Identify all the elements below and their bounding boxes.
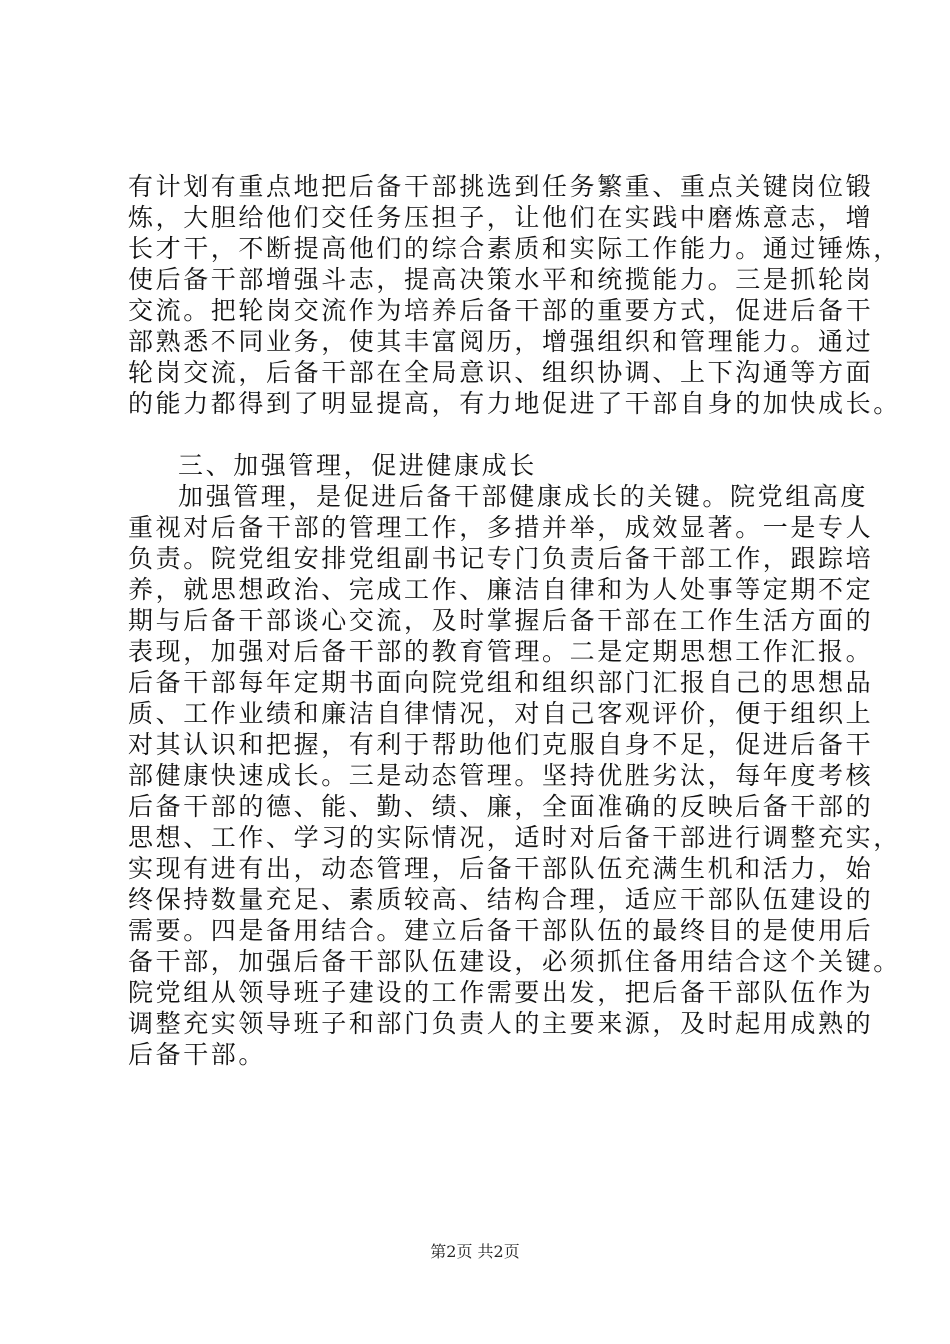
- text-line: 有计划有重点地把后备干部挑选到任务繁重、重点关键岗位锻: [128, 172, 874, 201]
- text-line: 炼，大胆给他们交任务压担子，让他们在实践中磨炼意志，增: [128, 203, 874, 232]
- text-line: 加强管理，是促进后备干部健康成长的关键。院党组高度: [178, 482, 869, 511]
- text-line: 表现，加强对后备干部的教育管理。二是定期思想工作汇报。: [128, 637, 874, 666]
- body-text: [128, 171, 901, 1070]
- text-line: 的能力都得到了明显提高，有力地促进了干部自身的加快成长。: [128, 389, 901, 418]
- text-line: 对其认识和把握，有利于帮助他们克服自身不足，促进后备干: [128, 730, 874, 759]
- text-line: 轮岗交流，后备干部在全局意识、组织协调、上下沟通等方面: [128, 358, 874, 387]
- text-line: 交流。把轮岗交流作为培养后备干部的重要方式，促进后备干: [128, 296, 874, 325]
- text-line: 后备干部。: [128, 1040, 267, 1069]
- text-line: 思想、工作、学习的实际情况，适时对后备干部进行调整充实，: [128, 823, 901, 852]
- paragraph-continuation: [128, 171, 901, 419]
- text-line: 质、工作业绩和廉洁自律情况，对自己客观评价，便于组织上: [128, 699, 874, 728]
- page-footer: 第2页 共2页: [430, 1242, 520, 1261]
- text-line: 需要。四是备用结合。建立后备干部队伍的最终目的是使用后: [128, 916, 874, 945]
- text-line: 院党组从领导班子建设的工作需要出发，把后备干部队伍作为: [128, 978, 874, 1007]
- text-line: 部熟悉不同业务，使其丰富阅历，增强组织和管理能力。通过: [128, 327, 874, 356]
- text-line: 备干部，加强后备干部队伍建设，必须抓住备用结合这个关键。: [128, 947, 901, 976]
- text-line: 使后备干部增强斗志，提高决策水平和统揽能力。三是抓轮岗: [128, 265, 874, 294]
- text-line: 后备干部的德、能、勤、绩、廉，全面准确的反映后备干部的: [128, 792, 874, 821]
- text-line: 部健康快速成长。三是动态管理。坚持优胜劣汰，每年度考核: [128, 761, 874, 790]
- section-heading: 三、加强管理，促进健康成长: [178, 451, 537, 480]
- paragraph-management: [128, 481, 901, 1070]
- text-line: 养，就思想政治、完成工作、廉洁自律和为人处事等定期不定: [128, 575, 874, 604]
- text-line: 后备干部每年定期书面向院党组和组织部门汇报自己的思想品: [128, 668, 874, 697]
- text-line: 负责。院党组安排党组副书记专门负责后备干部工作，跟踪培: [128, 544, 874, 573]
- text-line: 长才干，不断提高他们的综合素质和实际工作能力。通过锤炼，: [128, 234, 901, 263]
- text-line: 重视对后备干部的管理工作，多措并举，成效显著。一是专人: [128, 513, 874, 542]
- text-line: 期与后备干部谈心交流，及时掌握后备干部在工作生活方面的: [128, 606, 874, 635]
- text-line: 实现有进有出，动态管理，后备干部队伍充满生机和活力，始: [128, 854, 874, 883]
- text-line: 调整充实领导班子和部门负责人的主要来源，及时起用成熟的: [128, 1009, 874, 1038]
- paragraph-spacer: [128, 419, 828, 450]
- text-line: 终保持数量充足、素质较高、结构合理，适应干部队伍建设的: [128, 885, 874, 914]
